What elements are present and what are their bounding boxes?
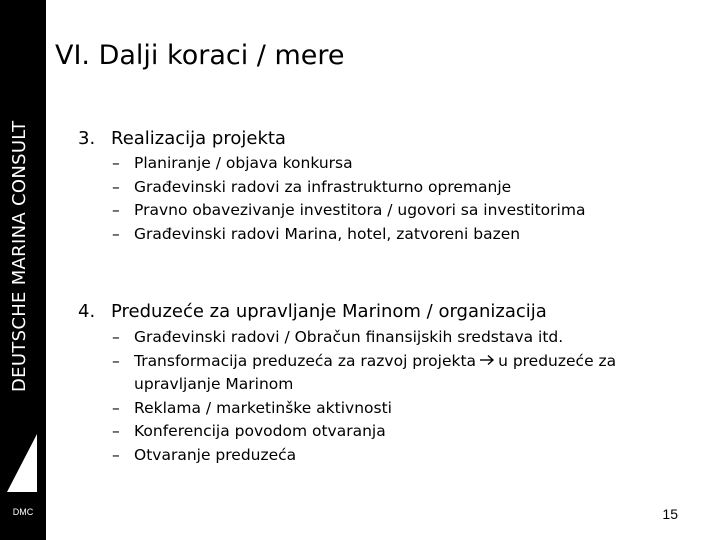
section-title: Preduzeće za upravljanje Marinom / organizacija: [111, 301, 547, 322]
list-item: [112, 223, 585, 247]
section-title: Realizacija projekta: [111, 128, 286, 149]
page-number: 15: [662, 506, 678, 522]
dash-bullet: –: [112, 154, 120, 172]
list-item: [112, 397, 616, 421]
list-item-text: Građevinski radovi Marina, hotel, zatvoreni bazen: [134, 224, 521, 243]
dash-bullet: –: [112, 201, 120, 219]
dash-bullet: –: [112, 398, 120, 417]
bullet-list: [112, 152, 585, 246]
list-item-continuation: upravljanje Marinom: [134, 375, 294, 393]
sail-logo-icon: [4, 432, 40, 494]
list-item-text: u preduzeće za: [498, 351, 617, 370]
dash-bullet: –: [112, 177, 120, 196]
list-item-text: Konferencija povodom otvaranja: [134, 422, 386, 440]
slide-title: VI. Dalji koraci / mere: [55, 40, 345, 71]
dash-bullet: –: [112, 224, 120, 243]
list-item: [112, 199, 585, 223]
list-item-text: Građevinski radovi / Obračun finansijskih sredstava itd.: [134, 328, 564, 346]
list-item: [112, 444, 616, 468]
list-item-text: Transformacija preduzeća za razvoj projekta: [134, 351, 477, 370]
list-item: [112, 420, 616, 444]
dash-bullet: –: [112, 351, 120, 370]
list-item: [112, 350, 616, 397]
section-heading: [78, 127, 286, 151]
section-heading: [78, 300, 547, 324]
right-arrow-icon: [479, 354, 495, 366]
dash-bullet: –: [112, 422, 120, 440]
sidebar: [0, 0, 46, 540]
list-item-text: Građevinski radovi za infrastrukturno opremanje: [134, 177, 512, 196]
list-item-text: Pravno obavezivanje investitora / ugovori sa investitorima: [134, 201, 586, 219]
logo-text: DMC: [12, 507, 34, 517]
company-name-vertical: DEUTSCHE MARINA CONSULT: [9, 120, 30, 392]
list-item: [112, 326, 616, 350]
list-item-text: Planiranje / objava konkursa: [134, 154, 353, 172]
dash-bullet: –: [112, 328, 120, 346]
bullet-list: [112, 326, 616, 467]
list-item: [112, 176, 585, 200]
list-item-text: Otvaranje preduzeća: [134, 445, 297, 464]
dash-bullet: –: [112, 445, 120, 464]
section-number: 4.: [78, 301, 96, 322]
list-item: [112, 152, 585, 176]
section-number: 3.: [78, 128, 96, 149]
list-item-text: Reklama / marketinške aktivnosti: [134, 398, 392, 417]
